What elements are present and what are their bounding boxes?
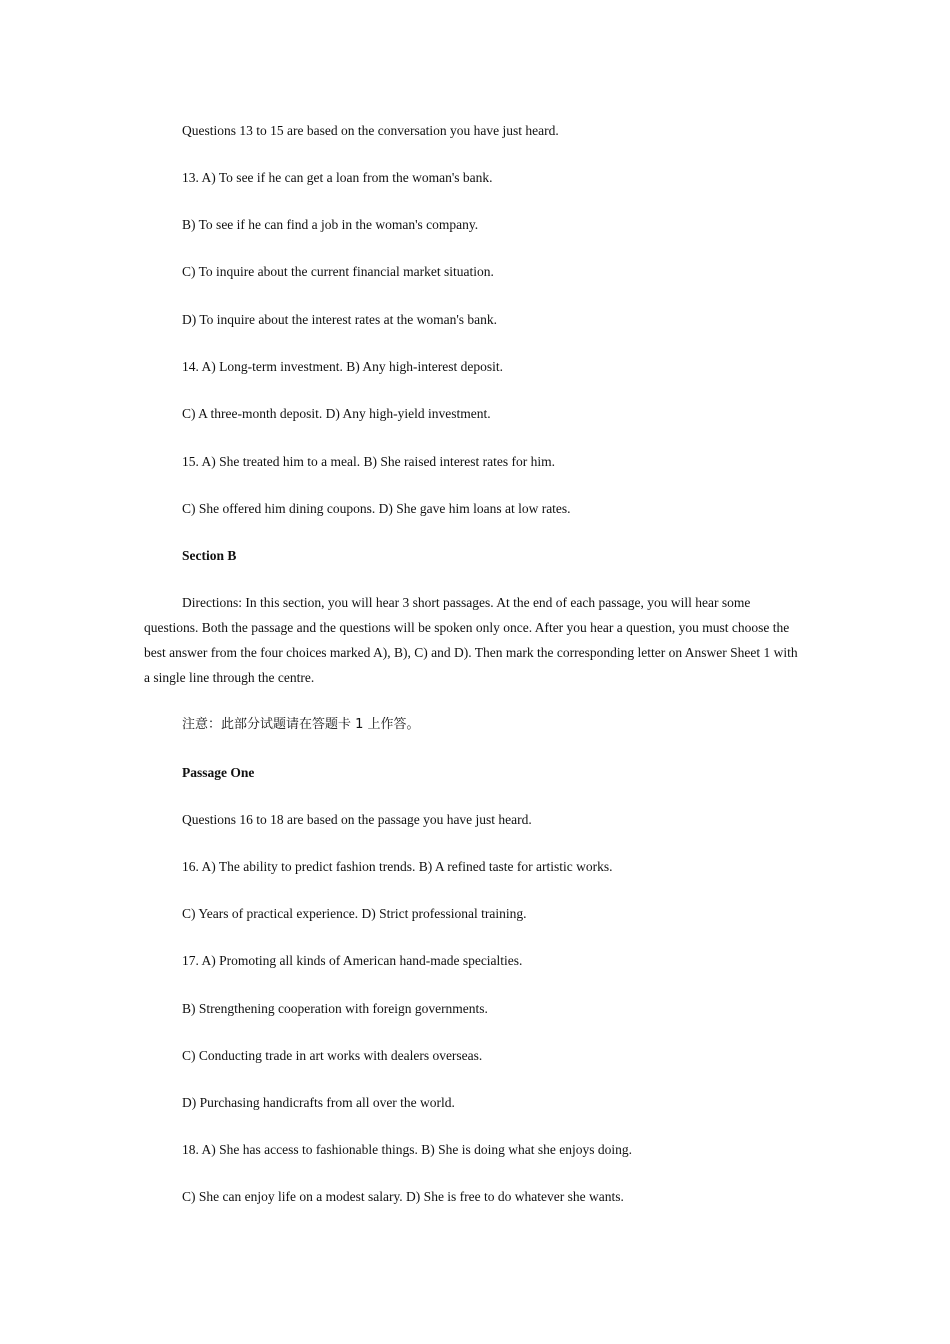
- q15-options-ab: 15. A) She treated him to a meal. B) She raised interest rates for him.: [182, 454, 556, 469]
- q17-option-d: D) Purchasing handicrafts from all over the world.: [182, 1095, 455, 1110]
- section-b-directions: Directions: In this section, you will hear 3 short passages. At the end of each passage, you will hear some questions. Both the passage and the questions will be spoken only once. After you hear a question, you must choose the best answer from the four choices marked A), B), C) and D). Then mark the corresponding letter on Answer Sheet 1 with a single line through the centre.: [144, 595, 798, 685]
- q13-option-c: C) To inquire about the current financial market situation.: [182, 264, 494, 279]
- q17-option-a: 17. A) Promoting all kinds of American hand-made specialties.: [182, 953, 523, 968]
- q16-options-cd: C) Years of practical experience. D) Strict professional training.: [182, 906, 527, 921]
- q14-options-ab: 14. A) Long-term investment. B) Any high-interest deposit.: [182, 359, 503, 374]
- q17-option-b: B) Strengthening cooperation with foreign governments.: [182, 1001, 488, 1016]
- passage-one-heading: Passage One: [182, 765, 255, 780]
- answer-sheet-note: 注意：此部分试题请在答题卡 1 上作答。: [182, 717, 420, 732]
- q14-options-cd: C) A three-month deposit. D) Any high-yield investment.: [182, 406, 491, 421]
- q15-options-cd: C) She offered him dining coupons. D) She gave him loans at low rates.: [182, 501, 571, 516]
- questions-13-15-intro: Questions 13 to 15 are based on the conversation you have just heard.: [182, 123, 559, 138]
- section-b-heading: Section B: [182, 548, 237, 563]
- q17-option-c: C) Conducting trade in art works with dealers overseas.: [182, 1048, 483, 1063]
- q18-options-cd: C) She can enjoy life on a modest salary. D) She is free to do whatever she wants.: [182, 1189, 624, 1204]
- q18-options-ab: 18. A) She has access to fashionable things. B) She is doing what she enjoys doing.: [182, 1142, 632, 1157]
- q16-options-ab: 16. A) The ability to predict fashion trends. B) A refined taste for artistic works.: [182, 859, 613, 874]
- questions-16-18-intro: Questions 16 to 18 are based on the passage you have just heard.: [182, 812, 532, 827]
- q13-option-a: 13. A) To see if he can get a loan from the woman's bank.: [182, 170, 493, 185]
- q13-option-b: B) To see if he can find a job in the woman's company.: [182, 217, 479, 232]
- q13-option-d: D) To inquire about the interest rates at the woman's bank.: [182, 312, 498, 327]
